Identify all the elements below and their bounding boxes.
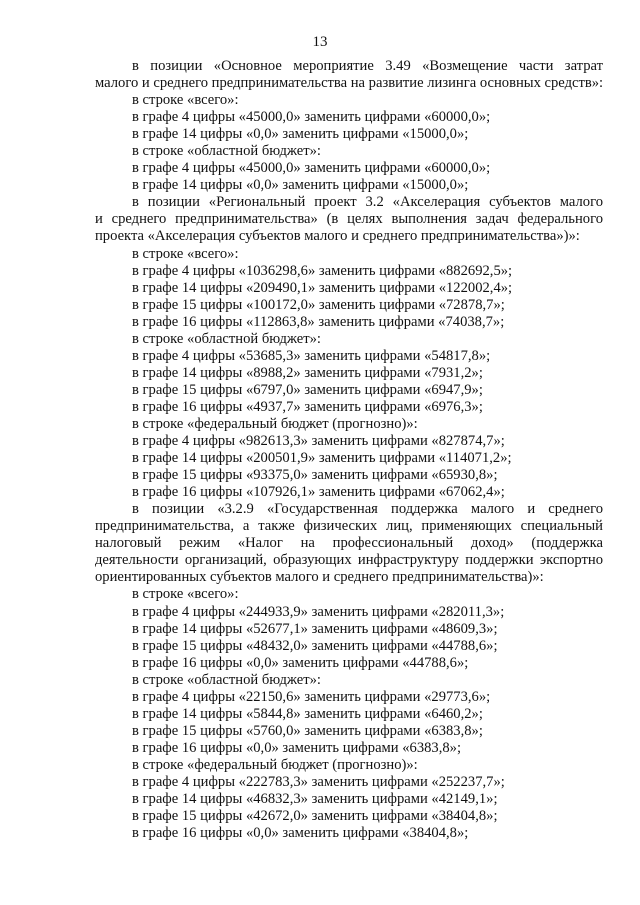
text-line: в строке «областной бюджет»: [132,143,321,160]
text-line: в графе 4 цифры «1036298,6» заменить цифрами «882692,5»; [132,262,513,279]
text-line: в графе 15 цифры «48432,0» заменить цифрами «44788,6»; [132,637,498,654]
text-line: в строке «областной бюджет»: [132,671,321,688]
text-line: в строке «федеральный бюджет (прогнозно)»: [132,756,418,773]
text-line: ориентированных субъектов малого и среднего предпринимательства)»: [95,569,544,586]
text-line: предпринимательства, а также физических лиц, применяющих специальный [95,518,603,535]
text-line: в графе 15 цифры «5760,0» заменить цифрами «6383,8»; [132,722,483,739]
text-line: в графе 15 цифры «6797,0» заменить цифрами «6947,9»; [132,381,483,398]
text-line: в графе 15 цифры «93375,0» заменить цифрами «65930,8»; [132,467,498,484]
text-line: в позиции «Основное мероприятие 3.49 «Возмещение части затрат [132,58,603,74]
text-line: в графе 16 цифры «107926,1» заменить цифрами «67062,4»; [132,484,505,501]
text-line: в графе 14 цифры «209490,1» заменить цифрами «122002,4»; [132,279,513,296]
text-line: в строке «всего»: [132,245,239,262]
text-line: в графе 16 цифры «112863,8» заменить цифрами «74038,7»; [132,313,505,330]
text-line: в графе 16 цифры «0,0» заменить цифрами «6383,8»; [132,739,462,756]
text-line: в строке «областной бюджет»: [132,330,321,347]
text-line: в графе 15 цифры «100172,0» заменить цифрами «72878,7»; [132,296,505,313]
text-line: в графе 4 цифры «244933,9» заменить цифрами «282011,3»; [132,603,505,620]
text-line: в строке «всего»: [132,92,239,109]
text-line: в графе 4 цифры «53685,3» заменить цифрами «54817,8»; [132,347,491,364]
text-line: в графе 16 цифры «4937,7» заменить цифрами «6976,3»; [132,398,483,415]
text-line: в графе 4 цифры «45000,0» заменить цифрами «60000,0»; [132,109,491,126]
text-line: малого и среднего предпринимательства на развитие лизинга основных средств»: [95,75,604,92]
text-line: в позиции «3.2.9 «Государственная поддержка малого и среднего [132,501,603,518]
text-line: в графе 4 цифры «222783,3» заменить цифрами «252237,7»; [132,773,505,790]
text-line: проекта «Акселерация субъектов малого и среднего предпринимательства»)»: [95,228,580,245]
text-line: деятельности организаций, образующих инфраструктуру поддержки экспортно [95,552,603,569]
text-line: в графе 14 цифры «8988,2» заменить цифрами «7931,2»; [132,364,483,381]
page-number: 13 [312,34,328,50]
text-line: налоговый режим «Налог на профессиональный доход» (поддержка [95,535,603,552]
text-line: в строке «всего»: [132,586,239,603]
text-line: в графе 14 цифры «200501,9» заменить цифрами «114071,2»; [132,450,512,467]
text-line: в графе 14 цифры «5844,8» заменить цифрами «6460,2»; [132,705,483,722]
text-line: в графе 16 цифры «0,0» заменить цифрами «44788,6»; [132,654,469,671]
text-line: в графе 4 цифры «45000,0» заменить цифрами «60000,0»; [132,160,491,177]
text-line: в графе 4 цифры «982613,3» заменить цифрами «827874,7»; [132,433,505,450]
text-line: в графе 15 цифры «42672,0» заменить цифрами «38404,8»; [132,808,498,825]
text-line: в графе 14 цифры «0,0» заменить цифрами «15000,0»; [132,177,469,194]
text-line: и среднего предпринимательства» (в целях выполнения задач федерального [95,211,603,228]
text-line: в графе 14 цифры «0,0» заменить цифрами «15000,0»; [132,126,469,143]
text-line: в графе 4 цифры «22150,6» заменить цифрами «29773,6»; [132,688,491,705]
document-body [95,58,603,842]
text-line: в строке «федеральный бюджет (прогнозно)»: [132,415,418,432]
text-line: в позиции «Региональный проект 3.2 «Акселерация субъектов малого [132,194,603,211]
text-line: в графе 14 цифры «46832,3» заменить цифрами «42149,1»; [132,791,498,808]
text-line: в графе 14 цифры «52677,1» заменить цифрами «48609,3»; [132,620,498,637]
text-line: в графе 16 цифры «0,0» заменить цифрами «38404,8»; [132,825,469,842]
